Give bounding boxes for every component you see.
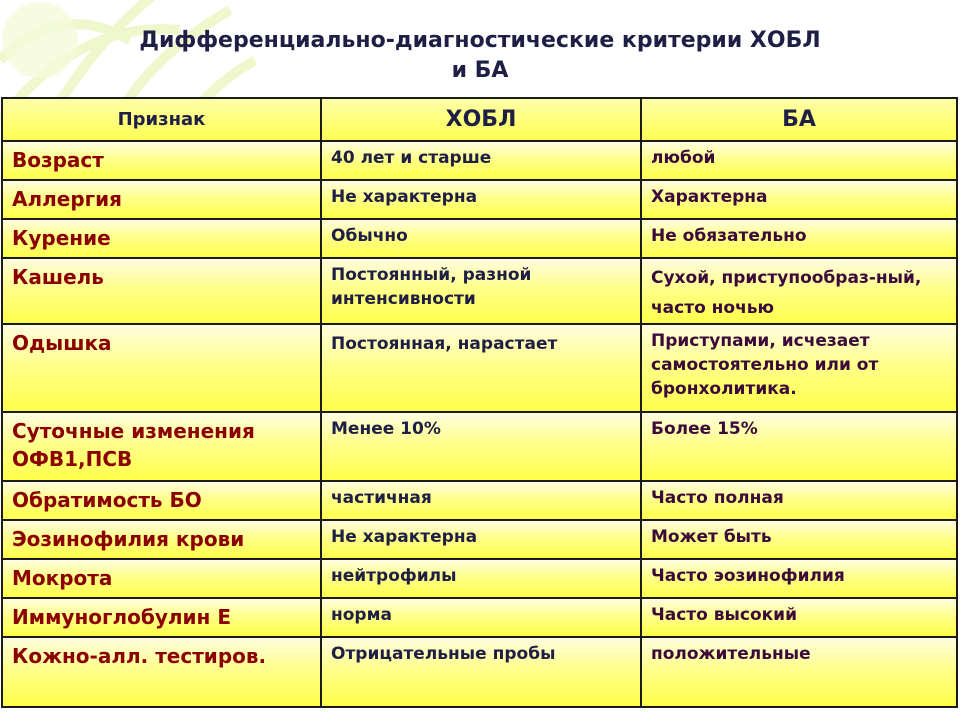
row-feature: Аллергия — [12, 187, 122, 211]
criteria-table — [1, 97, 958, 708]
row-copd-value: Отрицательные пробы — [331, 644, 556, 664]
row-copd-value: Не характерна — [331, 187, 478, 207]
row-asthma-value: Приступами, исчезает самостоятельно или от бронхолитика. — [651, 331, 879, 399]
header-feature: Признак — [2, 98, 321, 141]
row-asthma-value: Часто высокий — [651, 605, 797, 625]
row-asthma-value: Может быть — [651, 527, 772, 547]
row-asthma-value: Сухой, приступообраз-ный, часто ночью — [651, 268, 922, 318]
row-asthma-value: Более 15% — [651, 419, 758, 439]
table-row — [2, 258, 957, 324]
title-line-1: Дифференциально-диагностические критерии ХОБЛ — [139, 28, 821, 53]
header-asthma: БА — [641, 98, 957, 141]
row-feature: Мокрота — [12, 566, 113, 590]
row-copd-value: Постоянный, разной интенсивности — [331, 265, 532, 309]
row-feature: Одышка — [12, 331, 112, 355]
header-copd: ХОБЛ — [321, 98, 641, 141]
row-copd-value: Постоянная, нарастает — [331, 334, 558, 354]
row-copd-value: норма — [331, 605, 392, 625]
table-row — [2, 219, 957, 258]
table-row — [2, 598, 957, 637]
row-feature: Возраст — [12, 148, 104, 172]
row-copd-value: Обычно — [331, 226, 408, 246]
row-copd-value: 40 лет и старше — [331, 148, 492, 168]
table-row — [2, 324, 957, 412]
row-copd-value: нейтрофилы — [331, 566, 457, 586]
table-row — [2, 141, 957, 180]
row-feature: Кашель — [12, 265, 104, 289]
row-copd-value: частичная — [331, 488, 432, 508]
row-feature: Курение — [12, 226, 111, 250]
table-header-row — [2, 98, 957, 141]
row-copd-value: Менее 10% — [331, 419, 441, 439]
table-row — [2, 637, 957, 707]
page-title — [0, 26, 960, 86]
row-asthma-value: Часто полная — [651, 488, 784, 508]
row-feature: Обратимость БО — [12, 488, 202, 512]
row-asthma-value: Часто эозинофилия — [651, 566, 845, 586]
row-asthma-value: любой — [651, 148, 716, 168]
row-feature: Суточные изменения ОФВ1,ПСВ — [12, 419, 255, 471]
table-row — [2, 481, 957, 520]
row-asthma-value: Не обязательно — [651, 226, 807, 246]
table-row — [2, 180, 957, 219]
row-asthma-value: Характерна — [651, 187, 768, 207]
row-asthma-value: положительные — [651, 644, 811, 664]
row-feature: Эозинофилия крови — [12, 527, 245, 551]
table-row — [2, 559, 957, 598]
title-line-2: и БА — [451, 58, 509, 83]
table-row — [2, 520, 957, 559]
table-row — [2, 412, 957, 481]
row-copd-value: Не характерна — [331, 527, 478, 547]
row-feature: Иммуноглобулин Е — [12, 605, 231, 629]
row-feature: Кожно-алл. тестиров. — [12, 644, 267, 668]
